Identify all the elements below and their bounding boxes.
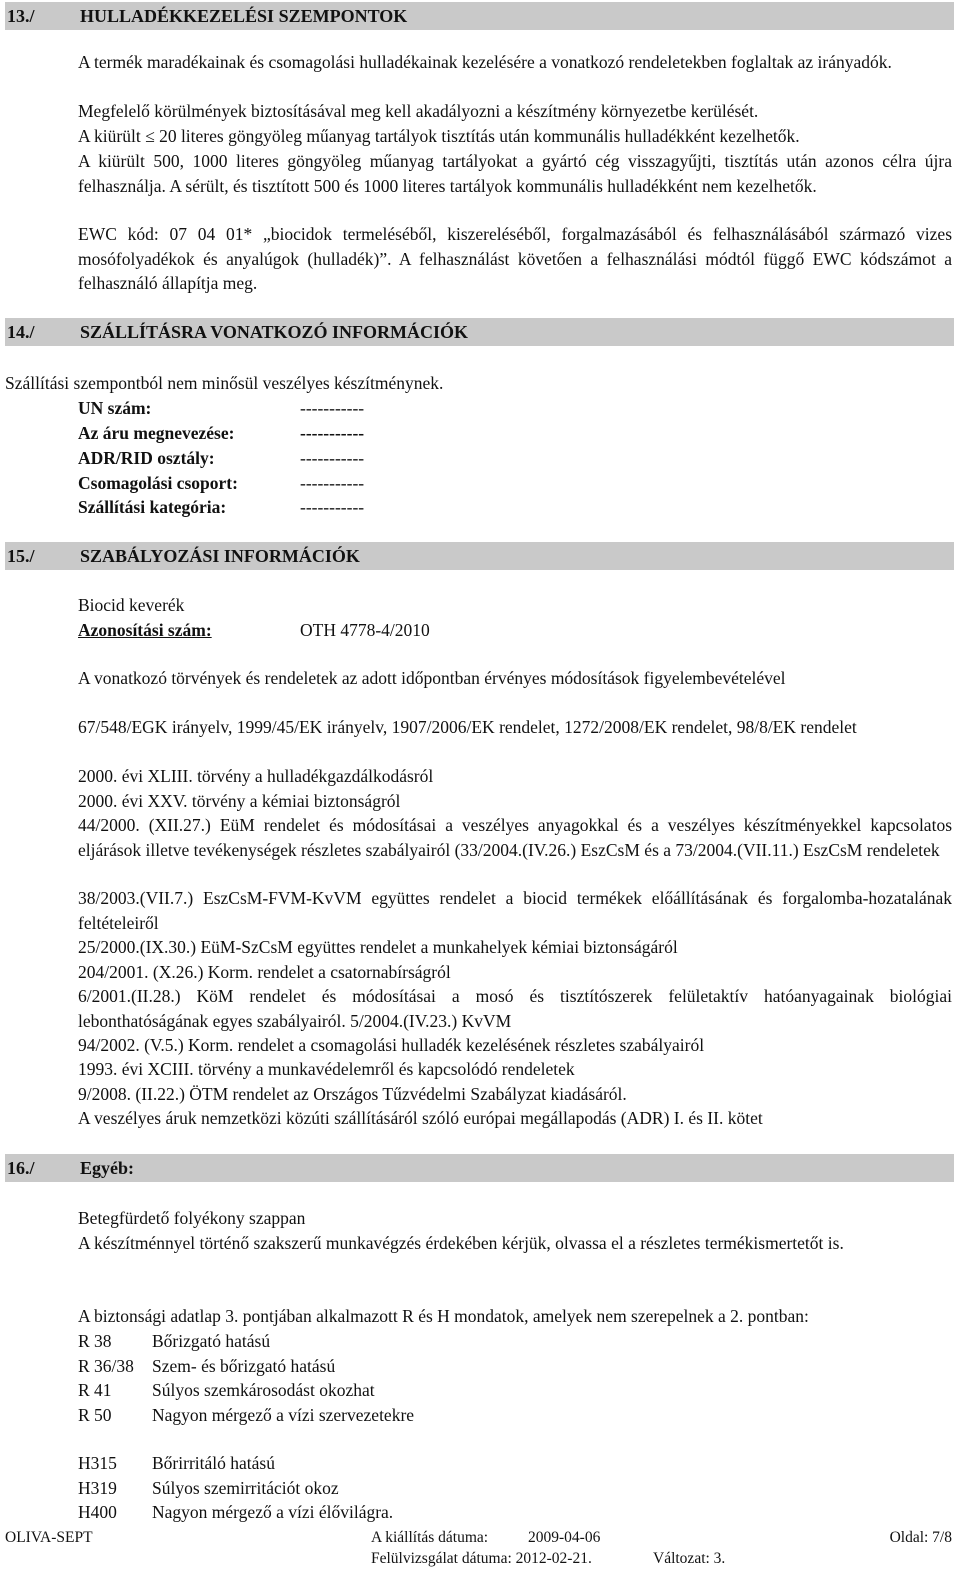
r-phrase-text: Szem- és bőrizgató hatású bbox=[152, 1356, 336, 1376]
law-item: 2000. évi XXV. törvény a kémiai biztonságról bbox=[78, 791, 401, 811]
waste-paragraph-1: A termék maradékainak és csomagolási hulladékainak kezelésére a vonatkozó rendeletekben foglaltak az irányadók. bbox=[78, 52, 892, 72]
section-14-header bbox=[5, 318, 954, 346]
h-phrase-text: Bőrirritáló hatású bbox=[152, 1453, 275, 1473]
adr-class-label: ADR/RID osztály: bbox=[78, 448, 215, 468]
r-phrase-text: Nagyon mérgező a vízi szervezetekre bbox=[152, 1405, 415, 1425]
h-phrase-code: H315 bbox=[78, 1453, 117, 1473]
footer-version: Változat: 3. bbox=[653, 1550, 726, 1567]
id-number-label: Azonosítási szám: bbox=[78, 620, 212, 640]
section-16-header bbox=[5, 1154, 954, 1182]
ewc-code-paragraph: EWC kód: 07 04 01* „biocidok termeléséből, kiszereléséből, forgalmazásából és felhasználásából származó vizes mosófolyadékok és anyalúgok (hulladék)”. A felhasználást követően a felhasználási módtól függő EWC kódszámot a felhasználó állapítja meg. bbox=[78, 224, 952, 293]
section-title: SZÁLLÍTÁSRA VONATKOZÓ INFORMÁCIÓK bbox=[80, 322, 469, 342]
law-item: 38/2003.(VII.7.) EszCsM-FVM-KvVM együttes rendelet a biocid termékek előállításának és forgalomba-hozatalának feltételeiről bbox=[78, 888, 952, 933]
law-item: 9/2008. (II.22.) ÖTM rendelet az Országos Tűzvédelmi Szabályzat kiadásáról. bbox=[78, 1084, 627, 1104]
footer-review-date: Felülvizsgálat dátuma: 2012-02-21. bbox=[371, 1550, 592, 1567]
waste-paragraph-2: Megfelelő körülmények biztosításával meg kell akadályozni a készítmény környezetbe kerülését. bbox=[78, 101, 759, 121]
r-phrase-text: Bőrizgató hatású bbox=[152, 1331, 271, 1351]
section-number: 14./ bbox=[7, 322, 35, 342]
transport-category-label: Szállítási kategória: bbox=[78, 497, 227, 517]
waste-paragraph-3: A kiürült ≤ 20 literes göngyöleg műanyag tartályok tisztítás után kommunális hulladékként kezelhetők. bbox=[78, 126, 800, 146]
laws-intro: A vonatkozó törvények és rendeletek az adott időpontban érvényes módosítások figyelembevételével bbox=[78, 668, 786, 688]
section-number: 15./ bbox=[7, 546, 35, 566]
law-item: A veszélyes áruk nemzetközi közúti szállításáról szóló európai megállapodás (ADR) I. és II. kötet bbox=[78, 1108, 763, 1128]
section-15-header bbox=[5, 542, 954, 570]
h-phrase-code: H319 bbox=[78, 1478, 117, 1498]
law-item: 204/2001. (X.26.) Korm. rendelet a csatornabírságról bbox=[78, 962, 451, 982]
law-item: 1993. évi XCIII. törvény a munkavédelemről és kapcsolódó rendeletek bbox=[78, 1059, 575, 1079]
section-number: 16./ bbox=[7, 1158, 35, 1178]
law-item: 44/2000. (XII.27.) EüM rendelet és módosításai a veszélyes anyagokkal és a veszélyes készítményekkel kapcsolatos eljárások illetve tevékenységek részletes szabályairól (33/2004.(IV.26.) EszCsM és a 73/2004.(VII.11.) EszCsM rendeletek bbox=[78, 815, 952, 860]
section-title: HULLADÉKKEZELÉSI SZEMPONTOK bbox=[80, 6, 408, 26]
law-item: 94/2002. (V.5.) Korm. rendelet a csomagolási hulladék kezelésének részletes szabályairól bbox=[78, 1035, 705, 1055]
law-item: 67/548/EGK irányelv, 1999/45/EK irányelv, 1907/2006/EK rendelet, 1272/2008/EK rendelet, 98/8/EK rendelet bbox=[78, 717, 857, 737]
transport-category-value: ----------- bbox=[300, 497, 365, 517]
product-name: Betegfürdető folyékony szappan bbox=[78, 1208, 306, 1228]
un-number-value: ----------- bbox=[300, 398, 365, 418]
waste-paragraph-4: A kiürült 500, 1000 literes göngyöleg műanyag tartályokat a gyártó cég visszagyűjti, tisztítás után azonos célra újra felhasználja. A sérült, és tisztított 500 és 1000 literes tartályok kommunális hulladékként nem kezelhetők. bbox=[78, 151, 952, 196]
r-phrase-code: R 36/38 bbox=[78, 1356, 134, 1376]
packing-group-label: Csomagolási csoport: bbox=[78, 473, 238, 493]
h-phrase-text: Súlyos szemirritációt okoz bbox=[152, 1478, 339, 1498]
transport-intro: Szállítási szempontból nem minősül veszélyes készítménynek. bbox=[5, 373, 444, 393]
footer-issue-label: A kiállítás dátuma: bbox=[371, 1529, 489, 1546]
section-title: SZABÁLYOZÁSI INFORMÁCIÓK bbox=[80, 546, 360, 566]
law-item: 2000. évi XLIII. törvény a hulladékgazdálkodásról bbox=[78, 766, 434, 786]
section-title: Egyéb: bbox=[80, 1158, 134, 1178]
adr-class-value: ----------- bbox=[300, 448, 365, 468]
id-number-value: OTH 4778-4/2010 bbox=[300, 620, 430, 640]
footer-issue-date: 2009-04-06 bbox=[528, 1529, 601, 1546]
rh-phrases-intro: A biztonsági adatlap 3. pontjában alkalmazott R és H mondatok, amelyek nem szerepelnek a 2. pontban: bbox=[78, 1306, 809, 1326]
r-phrase-code: R 41 bbox=[78, 1380, 112, 1400]
section-number: 13./ bbox=[7, 6, 35, 26]
law-item: 25/2000.(IX.30.) EüM-SzCsM együttes rendelet a munkahelyek kémiai biztonságáról bbox=[78, 937, 678, 957]
r-phrase-text: Súlyos szemkárosodást okozhat bbox=[152, 1380, 375, 1400]
r-phrase-code: R 50 bbox=[78, 1405, 112, 1425]
un-number-label: UN szám: bbox=[78, 398, 152, 418]
goods-name-label: Az áru megnevezése: bbox=[78, 423, 235, 443]
packing-group-value: ----------- bbox=[300, 473, 365, 493]
footer-page-number: Oldal: 7/8 bbox=[889, 1529, 952, 1546]
law-item: 6/2001.(II.28.) KöM rendelet és módosításai a mosó és tisztítószerek felületaktív hatóanyagainak biológiai lebonthatóságának egyes szabályairól. 5/2004.(IV.23.) KvVM bbox=[78, 986, 952, 1031]
usage-note: A készítménnyel történő szakszerű munkavégzés érdekében kérjük, olvassa el a részletes termékismertetőt is. bbox=[78, 1233, 844, 1253]
h-phrase-code: H400 bbox=[78, 1502, 117, 1522]
footer-product: OLIVA-SEPT bbox=[5, 1529, 93, 1546]
section-13-header bbox=[5, 2, 954, 30]
h-phrase-text: Nagyon mérgező a vízi élővilágra. bbox=[152, 1502, 394, 1522]
product-type: Biocid keverék bbox=[78, 595, 185, 615]
goods-name-value: ----------- bbox=[300, 423, 365, 443]
r-phrase-code: R 38 bbox=[78, 1331, 112, 1351]
